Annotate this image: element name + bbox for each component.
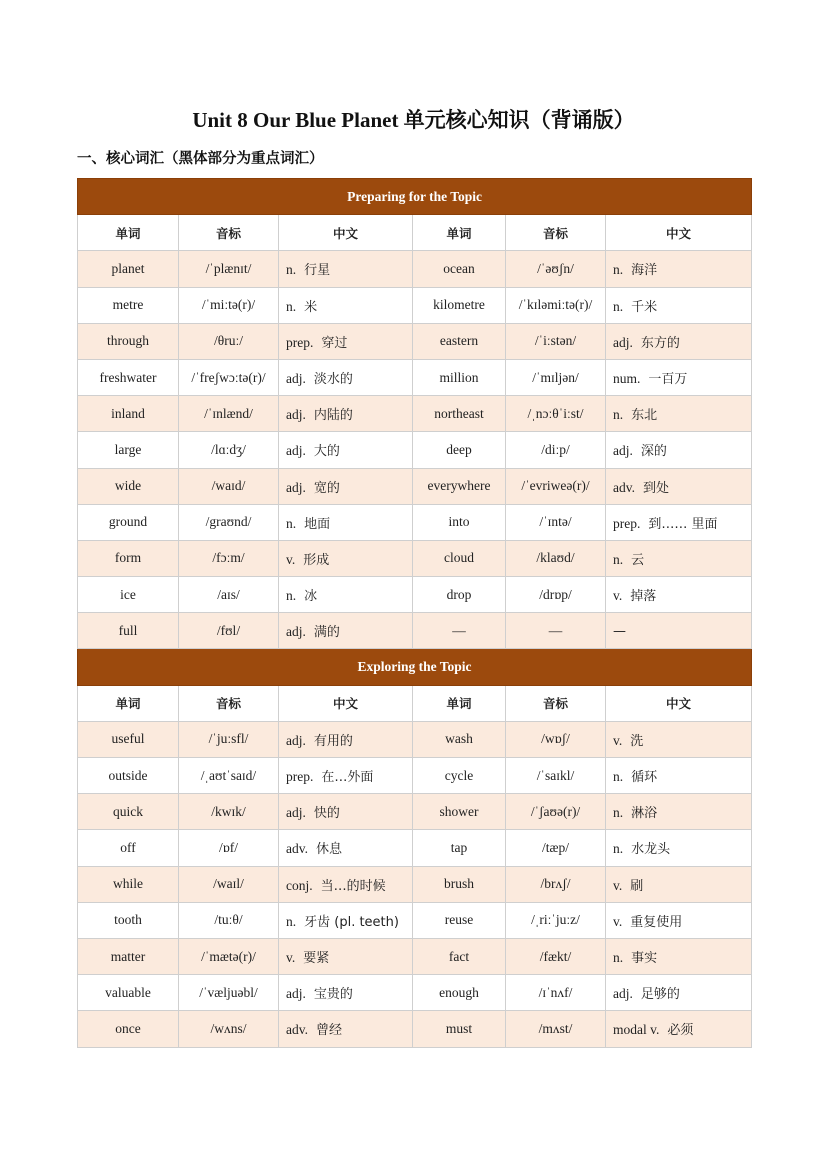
part-of-speech: conj.	[286, 877, 313, 893]
phonetic-cell: /ˈsaɪkl/	[506, 758, 606, 794]
section-title: Exploring the Topic	[78, 649, 752, 685]
meaning-cell	[606, 866, 752, 902]
part-of-speech: n.	[613, 551, 624, 567]
word-cell: —	[413, 613, 506, 649]
word-cell: while	[78, 866, 179, 902]
chinese-meaning: 形成	[303, 552, 330, 568]
part-of-speech: prep.	[286, 334, 314, 350]
phonetic-cell: /ɪˈnʌf/	[506, 975, 606, 1011]
chinese-meaning: 事实	[631, 951, 658, 967]
part-of-speech: adv.	[286, 1022, 308, 1038]
part-of-speech: v.	[613, 588, 623, 604]
phonetic-cell: /wɒʃ/	[506, 721, 606, 757]
chinese-meaning: 内陆的	[313, 408, 353, 424]
phonetic-cell: /ˌaʊtˈsaɪd/	[179, 758, 279, 794]
phonetic-cell: /wʌns/	[179, 1011, 279, 1047]
phonetic-cell: /ˈmætə(r)/	[179, 938, 279, 974]
table-row	[78, 359, 752, 395]
column-header: 单词	[78, 685, 179, 721]
table-row	[78, 323, 752, 359]
part-of-speech: adj.	[286, 805, 306, 821]
part-of-speech: adj.	[286, 986, 306, 1002]
chinese-meaning: 淡水的	[313, 372, 353, 388]
chinese-meaning: 牙齿 (pl. teeth)	[304, 914, 399, 930]
phonetic-cell: /ˈʃaʊə(r)/	[506, 794, 606, 830]
word-cell: outside	[78, 758, 179, 794]
chinese-meaning: 有用的	[313, 733, 353, 749]
chinese-meaning: 宝贵的	[313, 987, 353, 1003]
meaning-cell	[279, 323, 413, 359]
chinese-meaning: 淋浴	[631, 806, 658, 822]
section-band	[78, 179, 752, 215]
phonetic-cell: /tæp/	[506, 830, 606, 866]
word-cell: wide	[78, 468, 179, 504]
phonetic-cell: /ˌnɔːθˈiːst/	[506, 396, 606, 432]
part-of-speech: prep.	[286, 769, 314, 785]
word-cell: cycle	[413, 758, 506, 794]
chinese-meaning: 掉落	[630, 589, 657, 605]
phonetic-cell: /fʊl/	[179, 613, 279, 649]
phonetic-cell: /ˈɪnlænd/	[179, 396, 279, 432]
chinese-meaning: 重复使用	[630, 914, 683, 930]
meaning-cell	[606, 504, 752, 540]
meaning-cell	[606, 396, 752, 432]
part-of-speech: adv.	[286, 841, 308, 857]
column-header: 中文	[606, 685, 752, 721]
meaning-cell	[606, 359, 752, 395]
meaning-cell	[606, 613, 752, 649]
meaning-cell	[279, 504, 413, 540]
word-cell: cloud	[413, 540, 506, 576]
column-header-row	[78, 215, 752, 251]
table-row	[78, 758, 752, 794]
phonetic-cell: /diːp/	[506, 432, 606, 468]
column-header: 中文	[279, 685, 413, 721]
part-of-speech: adv.	[613, 479, 635, 495]
column-header: 单词	[413, 215, 506, 251]
part-of-speech: n.	[286, 515, 297, 531]
column-header: 音标	[179, 215, 279, 251]
word-cell: brush	[413, 866, 506, 902]
part-of-speech: prep.	[613, 515, 641, 531]
word-cell: must	[413, 1011, 506, 1047]
meaning-cell	[279, 432, 413, 468]
chinese-meaning: 海洋	[631, 263, 658, 279]
meaning-cell	[279, 577, 413, 613]
phonetic-cell: /ˌriːˈjuːz/	[506, 902, 606, 938]
section-band	[78, 649, 752, 685]
word-cell: planet	[78, 251, 179, 287]
meaning-cell	[606, 432, 752, 468]
phonetic-cell: /ˈmɪljən/	[506, 359, 606, 395]
meaning-cell	[606, 902, 752, 938]
word-cell: into	[413, 504, 506, 540]
meaning-cell	[279, 794, 413, 830]
part-of-speech: v.	[286, 950, 296, 966]
word-cell: everywhere	[413, 468, 506, 504]
meaning-cell	[279, 721, 413, 757]
word-cell: matter	[78, 938, 179, 974]
table-row	[78, 794, 752, 830]
phonetic-cell: /waɪl/	[179, 866, 279, 902]
column-header: 中文	[279, 215, 413, 251]
table-row	[78, 251, 752, 287]
meaning-cell	[279, 251, 413, 287]
table-row	[78, 468, 752, 504]
meaning-cell	[606, 1011, 752, 1047]
word-cell: deep	[413, 432, 506, 468]
phonetic-cell: /ˈjuːsfl/	[179, 721, 279, 757]
table-row	[78, 287, 752, 323]
part-of-speech: v.	[613, 913, 623, 929]
table-row	[78, 504, 752, 540]
word-cell: useful	[78, 721, 179, 757]
meaning-cell	[606, 287, 752, 323]
meaning-cell	[279, 975, 413, 1011]
table-row	[78, 866, 752, 902]
chinese-meaning: 一百万	[648, 372, 688, 388]
part-of-speech: adj.	[286, 624, 306, 640]
chinese-meaning: 刷	[630, 878, 644, 894]
table-row	[78, 396, 752, 432]
phonetic-cell: /waɪd/	[179, 468, 279, 504]
part-of-speech: adj.	[286, 732, 306, 748]
part-of-speech: n.	[286, 913, 297, 929]
chinese-meaning: 快的	[313, 806, 340, 822]
phonetic-cell: /θruː/	[179, 323, 279, 359]
meaning-cell	[606, 251, 752, 287]
meaning-cell	[279, 830, 413, 866]
meaning-cell	[279, 902, 413, 938]
word-cell: valuable	[78, 975, 179, 1011]
chinese-meaning: 大的	[313, 444, 340, 460]
part-of-speech: v.	[613, 877, 623, 893]
part-of-speech: adj.	[613, 986, 633, 1002]
chinese-meaning: 在…外面	[321, 770, 374, 786]
column-header: 中文	[606, 215, 752, 251]
column-header: 单词	[78, 215, 179, 251]
meaning-cell	[606, 938, 752, 974]
word-cell: northeast	[413, 396, 506, 432]
chinese-meaning: 曾经	[316, 1023, 343, 1039]
meaning-cell	[606, 540, 752, 576]
meaning-cell	[279, 468, 413, 504]
column-header: 单词	[413, 685, 506, 721]
chinese-meaning: 行星	[304, 263, 331, 279]
part-of-speech: n.	[613, 841, 624, 857]
meaning-cell	[279, 613, 413, 649]
phonetic-cell: /ɒf/	[179, 830, 279, 866]
table-row	[78, 432, 752, 468]
chinese-meaning: 米	[304, 299, 318, 315]
meaning-cell	[606, 758, 752, 794]
phonetic-cell: /ˈplænɪt/	[179, 251, 279, 287]
table-row	[78, 613, 752, 649]
document-title: Unit 8 Our Blue Planet 单元核心知识（背诵版）	[192, 108, 635, 132]
chinese-meaning: 穿过	[321, 335, 348, 351]
word-cell: ground	[78, 504, 179, 540]
vocabulary-table	[77, 178, 752, 1048]
word-cell: full	[78, 613, 179, 649]
part-of-speech: n.	[613, 262, 624, 278]
word-cell: quick	[78, 794, 179, 830]
part-of-speech: v.	[613, 732, 623, 748]
phonetic-cell: /tuːθ/	[179, 902, 279, 938]
word-cell: metre	[78, 287, 179, 323]
phonetic-cell: /ˈiːstən/	[506, 323, 606, 359]
column-header: 音标	[506, 215, 606, 251]
word-cell: reuse	[413, 902, 506, 938]
meaning-cell	[606, 721, 752, 757]
table-row	[78, 577, 752, 613]
phonetic-cell: /ˈɪntə/	[506, 504, 606, 540]
phonetic-cell: /klaʊd/	[506, 540, 606, 576]
chinese-meaning: 洗	[630, 733, 644, 749]
table-row	[78, 540, 752, 576]
chinese-meaning: 东北	[631, 408, 658, 424]
part-of-speech: modal v.	[613, 1022, 660, 1038]
chinese-meaning: 云	[631, 552, 645, 568]
meaning-cell	[606, 577, 752, 613]
meaning-cell	[279, 540, 413, 576]
chinese-meaning: 水龙头	[631, 842, 671, 858]
word-cell: tooth	[78, 902, 179, 938]
part-of-speech: num.	[613, 371, 641, 387]
column-header-row	[78, 685, 752, 721]
meaning-cell	[279, 758, 413, 794]
chinese-meaning: 到…… 里面	[648, 516, 718, 532]
part-of-speech: n.	[613, 950, 624, 966]
phonetic-cell: /ˈvæljuəbl/	[179, 975, 279, 1011]
meaning-cell	[606, 975, 752, 1011]
word-cell: ice	[78, 577, 179, 613]
chinese-meaning: 当…的时候	[320, 878, 386, 894]
chinese-meaning: 满的	[313, 625, 340, 641]
table-row	[78, 830, 752, 866]
meaning-cell	[606, 830, 752, 866]
chinese-meaning: 冰	[304, 589, 318, 605]
phonetic-cell: /mʌst/	[506, 1011, 606, 1047]
phonetic-cell: /ˈəʊʃn/	[506, 251, 606, 287]
phonetic-cell: /brʌʃ/	[506, 866, 606, 902]
phonetic-cell: /ˈevriweə(r)/	[506, 468, 606, 504]
chinese-meaning: —	[613, 623, 626, 639]
word-cell: ocean	[413, 251, 506, 287]
word-cell: wash	[413, 721, 506, 757]
phonetic-cell: /ˈmiːtə(r)/	[179, 287, 279, 323]
chinese-meaning: 到处	[643, 480, 670, 496]
meaning-cell	[279, 287, 413, 323]
phonetic-cell: /ˈkɪləmiːtə(r)/	[506, 287, 606, 323]
meaning-cell	[606, 323, 752, 359]
word-cell: inland	[78, 396, 179, 432]
chinese-meaning: 东方的	[640, 335, 680, 351]
part-of-speech: n.	[286, 262, 297, 278]
section-heading: 一、核心词汇（黑体部分为重点词汇）	[77, 151, 324, 167]
phonetic-cell: /drɒp/	[506, 577, 606, 613]
phonetic-cell: /aɪs/	[179, 577, 279, 613]
word-cell: off	[78, 830, 179, 866]
part-of-speech: n.	[286, 298, 297, 314]
column-header: 音标	[506, 685, 606, 721]
chinese-meaning: 循环	[631, 770, 658, 786]
word-cell: drop	[413, 577, 506, 613]
phonetic-cell: /lɑːdʒ/	[179, 432, 279, 468]
chinese-meaning: 地面	[304, 516, 331, 532]
chinese-meaning: 宽的	[313, 480, 340, 496]
chinese-meaning: 千米	[631, 299, 658, 315]
part-of-speech: n.	[613, 769, 624, 785]
phonetic-cell: /fɔːm/	[179, 540, 279, 576]
meaning-cell	[279, 1011, 413, 1047]
word-cell: fact	[413, 938, 506, 974]
part-of-speech: v.	[286, 551, 296, 567]
phonetic-cell: /fækt/	[506, 938, 606, 974]
part-of-speech: adj.	[613, 443, 633, 459]
meaning-cell	[606, 794, 752, 830]
part-of-speech: adj.	[286, 371, 306, 387]
table-row	[78, 721, 752, 757]
word-cell: tap	[413, 830, 506, 866]
part-of-speech: n.	[613, 407, 624, 423]
phonetic-cell: /kwɪk/	[179, 794, 279, 830]
chinese-meaning: 必须	[667, 1023, 694, 1039]
chinese-meaning: 足够的	[640, 987, 680, 1003]
part-of-speech: adj.	[286, 443, 306, 459]
part-of-speech: adj.	[286, 407, 306, 423]
table-row	[78, 902, 752, 938]
word-cell: eastern	[413, 323, 506, 359]
table-row	[78, 1011, 752, 1047]
word-cell: form	[78, 540, 179, 576]
part-of-speech: n.	[286, 588, 297, 604]
chinese-meaning: 深的	[640, 444, 667, 460]
meaning-cell	[279, 938, 413, 974]
word-cell: once	[78, 1011, 179, 1047]
word-cell: through	[78, 323, 179, 359]
column-header: 音标	[179, 685, 279, 721]
word-cell: shower	[413, 794, 506, 830]
meaning-cell	[279, 866, 413, 902]
word-cell: kilometre	[413, 287, 506, 323]
part-of-speech: n.	[613, 805, 624, 821]
table-row	[78, 938, 752, 974]
word-cell: large	[78, 432, 179, 468]
phonetic-cell: /ˈfreʃwɔːtə(r)/	[179, 359, 279, 395]
table-row	[78, 975, 752, 1011]
section-title: Preparing for the Topic	[78, 179, 752, 215]
part-of-speech: adj.	[613, 334, 633, 350]
phonetic-cell: —	[506, 613, 606, 649]
meaning-cell	[279, 396, 413, 432]
meaning-cell	[606, 468, 752, 504]
word-cell: million	[413, 359, 506, 395]
word-cell: enough	[413, 975, 506, 1011]
word-cell: freshwater	[78, 359, 179, 395]
chinese-meaning: 要紧	[303, 951, 330, 967]
phonetic-cell: /graʊnd/	[179, 504, 279, 540]
chinese-meaning: 休息	[316, 842, 343, 858]
meaning-cell	[279, 359, 413, 395]
part-of-speech: adj.	[286, 479, 306, 495]
part-of-speech: n.	[613, 298, 624, 314]
